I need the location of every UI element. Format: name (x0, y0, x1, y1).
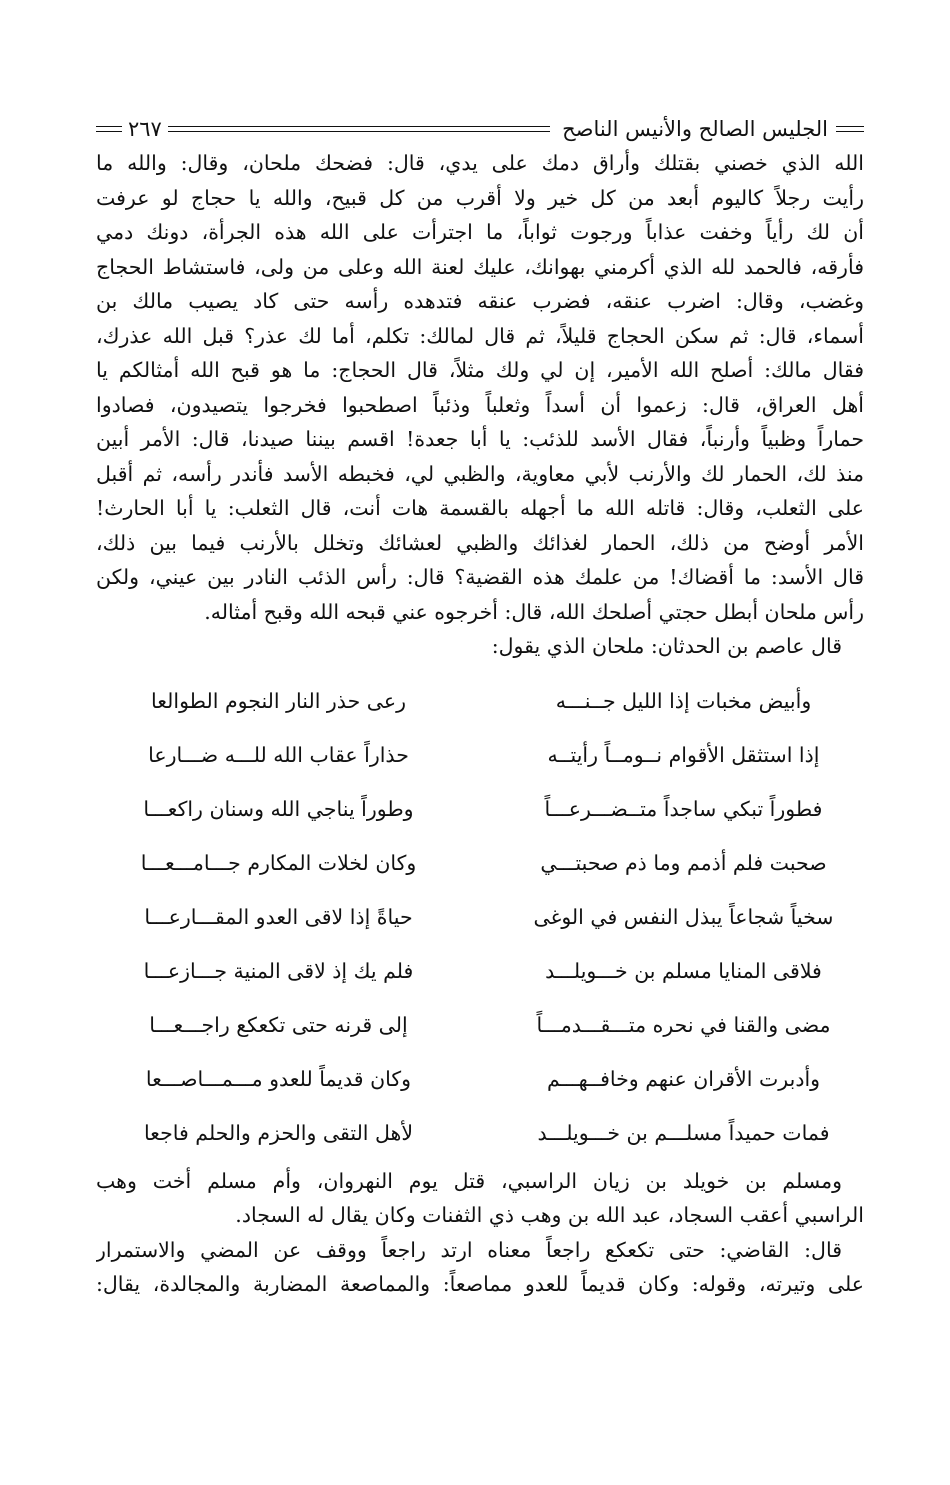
second-hemistich: وكان قديماً للعدو مـــمـــاصـــعا (145, 1066, 412, 1091)
verse-line (96, 728, 864, 782)
second-hemistich: رعى حذر النار النجوم الطوالعا (151, 688, 406, 713)
verse-line (96, 890, 864, 944)
first-hemistich: فلاقى المنايا مسلم بن خـــويلـــد (545, 958, 822, 983)
second-hemistich: حذاراً عقاب الله للـــه ضـــارعا (148, 742, 409, 767)
verse-line (96, 782, 864, 836)
text-line: رأيت رجلاً كاليوم أبعد من كل خير ولا أقرب من كل قبيح، والله يا حجاج لو عرفت (96, 185, 864, 210)
header-double-rule-right (836, 126, 864, 132)
second-hemistich: إلى قرنه حتى تكعكع راجـــعـــا (149, 1012, 408, 1037)
second-hemistich: لأهل التقى والحزم والحلم فاجعا (143, 1120, 414, 1145)
first-hemistich: فمات حميداً مسلـــم بن خـــويلـــد (537, 1120, 830, 1145)
verse-line (96, 836, 864, 890)
text-line: فأرقه، فالحمد لله الذي أكرمني بهوانك، عليك لعنة الله وعلى من ولى، فاستشاط الحجاج (96, 254, 864, 279)
text-line: أن لك رأياً وخفت عذاباً ورجوت ثواباً، ما اجترأت على الله هذه الجرأة، دونك دمي (96, 220, 864, 244)
first-hemistich: مضى والقنا في نحره متـــقـــدمـــاً (536, 1012, 831, 1037)
first-hemistich: إذا استثقل الأقوام نــومــاً رأيتــه (547, 742, 820, 767)
text-line: أهل العراق، قال: زعموا أن أسداً وثعلباً وذئباً اصطحبوا فخرجوا يتصيدون، فصادوا (96, 392, 864, 417)
paragraph-story (96, 146, 864, 664)
text-line: الله الذي خصني بقتلك وأراق دمك على يدي، قال: فضحك ملحان، وقال: والله ما (96, 151, 864, 175)
text-line: قال الأسد: ما أقضاك! من علمك هذه القضية؟ قال: رأس الذئب النادر بين عيني، ولكن (96, 565, 864, 589)
text-line: رأس ملحان أبطل حجتي أصلحك الله، قال: أخرجوه عني قبحه الله وقبح أمثاله. (204, 599, 864, 624)
first-hemistich: صحبت فلم أذمم وما ذم صحبتـــي (540, 850, 827, 875)
first-hemistich: سخياً شجاعاً يبذل النفس في الوغى (533, 904, 834, 929)
verse-line (96, 944, 864, 998)
text-line: على الثعلب، وقال: قاتله الله ما أجهله بالقسمة هات أنت، قال الثعلب: يا أبا الحارث! (96, 496, 864, 520)
page-number: ٢٦٧ (128, 117, 162, 141)
first-hemistich: وأبيض مخبات إذا الليل جــنـــه (555, 688, 812, 713)
text-line: وغضب، وقال: اضرب عنقه، فضرب عنقه فتدهده رأسه حتى كاد يصيب مالك بن (96, 289, 864, 313)
poem (96, 674, 864, 1160)
text-line: منذ لك، الحمار لك والأرنب لأبي معاوية، والظبي لي، فخبطه الأسد فأندر رأسه، ثم أقبل (96, 461, 864, 486)
verse-line (96, 674, 864, 728)
page (96, 112, 864, 1302)
first-hemistich: فطوراً تبكي ساجداً متــضـــرعـــاً (544, 796, 823, 821)
book-title: الجليس الصالح والأنيس الناصح (562, 117, 828, 141)
first-hemistich: وأدبرت الأقران عنهم وخافــهـــم (546, 1066, 821, 1091)
text-line: الراسبي أعقب السجاد، عبد الله بن وهب ذي الثفنات وكان يقال له السجاد. (235, 1203, 864, 1227)
text-line: قال: القاضي: حتى تكعكع راجعاً معناه ارتد راجعاً ووقف عن المضي والاستمرار (96, 1237, 842, 1262)
running-header (96, 112, 864, 146)
second-hemistich: وكان لخلات المكارم جـــامـــعـــا (140, 850, 417, 875)
paragraph-note-muslim (96, 1164, 864, 1233)
verse-line (96, 1052, 864, 1106)
second-hemistich: وطوراً يناجي الله وسنان راكعـــا (143, 796, 414, 821)
second-hemistich: حياةً إذا لاقى العدو المقـــارعـــا (144, 904, 413, 929)
text-line: ومسلم بن خويلد بن زيان الراسبي، قتل يوم النهروان، وأم مسلم أخت وهب (96, 1168, 842, 1193)
verse-line (96, 1106, 864, 1160)
text-line: حماراً وظبياً وأرنباً، فقال الأسد للذئب: يا أبا جعدة! اقسم بيننا صيدنا، قال: الأمر أبين (96, 427, 864, 451)
header-double-rule-left (96, 126, 122, 132)
poem-intro: قال عاصم بن الحدثان: ملحان الذي يقول: (491, 634, 842, 658)
text-line: الأمر أوضح من ذلك، الحمار لغذائك والظبي لعشائك وتخلل بالأرنب فيما بين ذلك، (96, 530, 864, 555)
second-hemistich: فلم يك إذ لاقى المنية جـــازعـــا (143, 958, 414, 983)
text-line: فقال مالك: أصلح الله الأمير، إن لي ولك مثلاً، قال الحجاج: ما هو قبح الله أمثالكم يا (96, 358, 864, 382)
verse-line (96, 998, 864, 1052)
header-double-rule-middle (168, 126, 550, 132)
text-line: على وتيرته، وقوله: وكان قديماً للعدو مماصعاً: والمماصعة المضاربة والمجالدة، يقال: (96, 1272, 864, 1296)
text-line: أسماء، قال: ثم سكن الحجاج قليلاً، ثم قال لمالك: تكلم، أما لك عذر؟ قبل الله عذرك، (96, 323, 864, 348)
paragraph-judge-comment (96, 1233, 864, 1302)
